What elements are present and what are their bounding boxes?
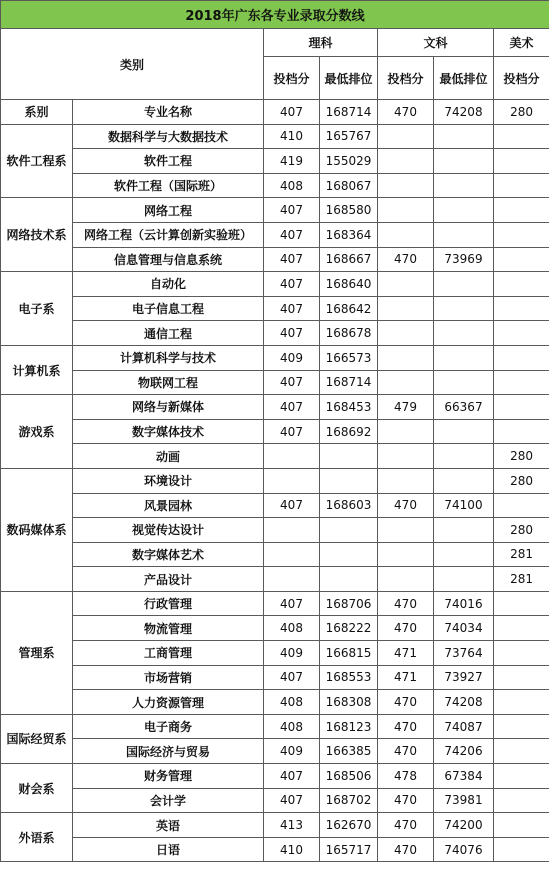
table-row [1, 714, 549, 739]
science-rank-cell [320, 444, 378, 469]
science-rank-cell: 168308 [320, 690, 378, 715]
dept-cell: 计算机系 [1, 345, 73, 394]
major-cell: 数据科学与大数据技术 [73, 124, 264, 149]
science-rank-cell [320, 518, 378, 543]
label-row [1, 100, 549, 125]
science-rank-cell [320, 542, 378, 567]
liberal-score-cell: 470 [378, 616, 434, 641]
title-row [1, 1, 549, 29]
art-score-cell [494, 173, 549, 198]
liberal-score-cell [378, 518, 434, 543]
table-row [1, 764, 549, 789]
science-rank-cell: 155029 [320, 149, 378, 174]
art-score-cell [494, 296, 549, 321]
science-score-cell: 408 [264, 616, 320, 641]
science-score-cell: 408 [264, 714, 320, 739]
science-rank-cell: 166815 [320, 641, 378, 666]
art-score-cell [494, 272, 549, 297]
table-row [1, 345, 549, 370]
dept-cell: 游戏系 [1, 395, 73, 469]
science-rank-cell: 168692 [320, 419, 378, 444]
art-score-cell [494, 690, 549, 715]
major-cell: 日语 [73, 837, 264, 862]
table-row [1, 173, 549, 198]
major-cell: 数字媒体技术 [73, 419, 264, 444]
science-score-cell: 419 [264, 149, 320, 174]
art-score-cell [494, 419, 549, 444]
science-score-cell: 407 [264, 665, 320, 690]
table-row [1, 149, 549, 174]
liberal-score-cell [378, 222, 434, 247]
liberal-score-cell [378, 149, 434, 174]
major-cell: 市场营销 [73, 665, 264, 690]
liberal-score-cell [378, 321, 434, 346]
science-rank-cell: 168553 [320, 665, 378, 690]
science-score-cell [264, 567, 320, 592]
liberal-rank-cell: 74016 [434, 591, 494, 616]
header-liberal-rank: 最低排位 [434, 57, 494, 100]
liberal-rank-cell: 74206 [434, 739, 494, 764]
science-score-cell: 407 [264, 493, 320, 518]
header-art-score: 投档分 [494, 57, 549, 100]
major-cell: 电子商务 [73, 714, 264, 739]
science-rank-cell: 168706 [320, 591, 378, 616]
major-cell: 工商管理 [73, 641, 264, 666]
major-cell: 电子信息工程 [73, 296, 264, 321]
science-rank-cell: 168642 [320, 296, 378, 321]
science-score-cell: 409 [264, 739, 320, 764]
art-score-cell [494, 665, 549, 690]
table-row [1, 247, 549, 272]
table-row [1, 542, 549, 567]
science-rank-cell: 168714 [320, 370, 378, 395]
major-cell: 计算机科学与技术 [73, 345, 264, 370]
major-cell: 国际经济与贸易 [73, 739, 264, 764]
science-rank-cell: 168678 [320, 321, 378, 346]
science-rank-cell: 168580 [320, 198, 378, 223]
liberal-score-cell: 478 [378, 764, 434, 789]
header-row-1 [1, 29, 549, 57]
table-title: 2018年广东各专业录取分数线 [1, 1, 549, 29]
liberal-rank-cell: 74034 [434, 616, 494, 641]
liberal-rank-cell [434, 321, 494, 346]
art-score-cell [494, 788, 549, 813]
table-row [1, 198, 549, 223]
art-score-cell [494, 222, 549, 247]
label-art-score: 280 [494, 100, 549, 125]
major-cell: 动画 [73, 444, 264, 469]
science-score-cell: 408 [264, 173, 320, 198]
liberal-score-cell [378, 468, 434, 493]
table-row [1, 567, 549, 592]
dept-cell: 财会系 [1, 764, 73, 813]
table-row [1, 124, 549, 149]
table-row [1, 493, 549, 518]
header-liberal: 文科 [378, 29, 494, 57]
science-score-cell: 413 [264, 813, 320, 838]
art-score-cell [494, 714, 549, 739]
science-score-cell: 407 [264, 764, 320, 789]
liberal-score-cell [378, 173, 434, 198]
science-rank-cell: 166385 [320, 739, 378, 764]
dept-cell: 网络技术系 [1, 198, 73, 272]
science-score-cell [264, 444, 320, 469]
liberal-rank-cell [434, 567, 494, 592]
art-score-cell [494, 837, 549, 862]
science-rank-cell: 168123 [320, 714, 378, 739]
label-science-score: 407 [264, 100, 320, 125]
dept-cell: 软件工程系 [1, 124, 73, 198]
table-row [1, 641, 549, 666]
art-score-cell [494, 321, 549, 346]
art-score-cell [494, 641, 549, 666]
liberal-score-cell: 470 [378, 837, 434, 862]
liberal-score-cell: 470 [378, 690, 434, 715]
major-cell: 自动化 [73, 272, 264, 297]
label-liberal-score: 470 [378, 100, 434, 125]
liberal-score-cell: 470 [378, 591, 434, 616]
science-score-cell: 409 [264, 345, 320, 370]
header-category: 类别 [1, 29, 264, 100]
art-score-cell [494, 493, 549, 518]
liberal-score-cell: 471 [378, 641, 434, 666]
dept-cell: 国际经贸系 [1, 714, 73, 763]
art-score-cell [494, 370, 549, 395]
liberal-rank-cell [434, 542, 494, 567]
label-major: 专业名称 [73, 100, 264, 125]
liberal-score-cell [378, 124, 434, 149]
art-score-cell [494, 739, 549, 764]
liberal-rank-cell: 73981 [434, 788, 494, 813]
table-row [1, 272, 549, 297]
table-row [1, 591, 549, 616]
science-rank-cell: 162670 [320, 813, 378, 838]
science-score-cell [264, 468, 320, 493]
liberal-rank-cell: 74076 [434, 837, 494, 862]
table-row [1, 395, 549, 420]
science-rank-cell: 168453 [320, 395, 378, 420]
liberal-rank-cell [434, 370, 494, 395]
science-score-cell: 409 [264, 641, 320, 666]
major-cell: 网络工程（云计算创新实验班） [73, 222, 264, 247]
science-rank-cell: 168603 [320, 493, 378, 518]
science-score-cell: 407 [264, 222, 320, 247]
liberal-score-cell [378, 567, 434, 592]
science-rank-cell: 165717 [320, 837, 378, 862]
table-row [1, 468, 549, 493]
science-score-cell [264, 542, 320, 567]
liberal-rank-cell: 74087 [434, 714, 494, 739]
science-score-cell: 407 [264, 788, 320, 813]
liberal-rank-cell [434, 124, 494, 149]
liberal-rank-cell: 66367 [434, 395, 494, 420]
label-dept: 系别 [1, 100, 73, 125]
major-cell: 会计学 [73, 788, 264, 813]
header-science-score: 投档分 [264, 57, 320, 100]
major-cell: 人力资源管理 [73, 690, 264, 715]
art-score-cell [494, 395, 549, 420]
table-row [1, 690, 549, 715]
liberal-score-cell [378, 444, 434, 469]
science-rank-cell: 168222 [320, 616, 378, 641]
table-row [1, 739, 549, 764]
science-score-cell: 408 [264, 690, 320, 715]
liberal-rank-cell: 67384 [434, 764, 494, 789]
liberal-rank-cell [434, 296, 494, 321]
dept-cell: 外语系 [1, 813, 73, 862]
table-row [1, 518, 549, 543]
major-cell: 风景园林 [73, 493, 264, 518]
liberal-score-cell: 471 [378, 665, 434, 690]
science-score-cell: 407 [264, 591, 320, 616]
table-row [1, 616, 549, 641]
science-rank-cell: 168364 [320, 222, 378, 247]
liberal-rank-cell: 74208 [434, 690, 494, 715]
art-score-cell [494, 813, 549, 838]
liberal-rank-cell [434, 518, 494, 543]
liberal-rank-cell [434, 173, 494, 198]
major-cell: 网络与新媒体 [73, 395, 264, 420]
table-row [1, 665, 549, 690]
table-row [1, 419, 549, 444]
art-score-cell [494, 591, 549, 616]
liberal-rank-cell: 74100 [434, 493, 494, 518]
science-rank-cell: 168506 [320, 764, 378, 789]
science-score-cell: 407 [264, 247, 320, 272]
science-rank-cell: 168067 [320, 173, 378, 198]
major-cell: 网络工程 [73, 198, 264, 223]
science-rank-cell [320, 468, 378, 493]
science-score-cell: 407 [264, 272, 320, 297]
art-score-cell [494, 247, 549, 272]
dept-cell: 管理系 [1, 591, 73, 714]
liberal-score-cell [378, 370, 434, 395]
liberal-score-cell: 479 [378, 395, 434, 420]
art-score-cell [494, 764, 549, 789]
science-score-cell [264, 518, 320, 543]
header-art: 美术 [494, 29, 549, 57]
art-score-cell: 281 [494, 542, 549, 567]
major-cell: 软件工程 [73, 149, 264, 174]
art-score-cell: 280 [494, 444, 549, 469]
table-row [1, 788, 549, 813]
science-score-cell: 407 [264, 419, 320, 444]
table-row [1, 321, 549, 346]
liberal-score-cell: 470 [378, 247, 434, 272]
dept-cell: 电子系 [1, 272, 73, 346]
liberal-rank-cell [434, 419, 494, 444]
science-score-cell: 410 [264, 837, 320, 862]
science-rank-cell: 168702 [320, 788, 378, 813]
table-row [1, 837, 549, 862]
liberal-score-cell [378, 345, 434, 370]
major-cell: 英语 [73, 813, 264, 838]
liberal-score-cell [378, 296, 434, 321]
art-score-cell [494, 616, 549, 641]
art-score-cell [494, 149, 549, 174]
science-score-cell: 410 [264, 124, 320, 149]
science-rank-cell: 168640 [320, 272, 378, 297]
major-cell: 物联网工程 [73, 370, 264, 395]
major-cell: 通信工程 [73, 321, 264, 346]
science-rank-cell: 165767 [320, 124, 378, 149]
table-row [1, 813, 549, 838]
major-cell: 财务管理 [73, 764, 264, 789]
major-cell: 行政管理 [73, 591, 264, 616]
header-liberal-score: 投档分 [378, 57, 434, 100]
table-row [1, 444, 549, 469]
major-cell: 数字媒体艺术 [73, 542, 264, 567]
liberal-score-cell [378, 272, 434, 297]
liberal-rank-cell: 73764 [434, 641, 494, 666]
header-science: 理科 [264, 29, 378, 57]
science-score-cell: 407 [264, 370, 320, 395]
science-score-cell: 407 [264, 321, 320, 346]
label-liberal-rank: 74208 [434, 100, 494, 125]
liberal-rank-cell: 73969 [434, 247, 494, 272]
science-score-cell: 407 [264, 296, 320, 321]
major-cell: 环境设计 [73, 468, 264, 493]
major-cell: 物流管理 [73, 616, 264, 641]
liberal-score-cell: 470 [378, 714, 434, 739]
liberal-rank-cell [434, 149, 494, 174]
science-score-cell: 407 [264, 198, 320, 223]
science-rank-cell: 168667 [320, 247, 378, 272]
liberal-rank-cell [434, 272, 494, 297]
art-score-cell [494, 198, 549, 223]
liberal-rank-cell [434, 444, 494, 469]
art-score-cell: 280 [494, 468, 549, 493]
major-cell: 信息管理与信息系统 [73, 247, 264, 272]
major-cell: 视觉传达设计 [73, 518, 264, 543]
liberal-score-cell: 470 [378, 813, 434, 838]
liberal-rank-cell [434, 468, 494, 493]
liberal-score-cell [378, 198, 434, 223]
label-science-rank: 168714 [320, 100, 378, 125]
table-row [1, 296, 549, 321]
liberal-score-cell: 470 [378, 788, 434, 813]
major-cell: 产品设计 [73, 567, 264, 592]
liberal-rank-cell: 73927 [434, 665, 494, 690]
art-score-cell [494, 124, 549, 149]
science-rank-cell [320, 567, 378, 592]
liberal-rank-cell [434, 345, 494, 370]
liberal-score-cell [378, 542, 434, 567]
science-score-cell: 407 [264, 395, 320, 420]
dept-cell: 数码媒体系 [1, 468, 73, 591]
liberal-score-cell: 470 [378, 493, 434, 518]
art-score-cell: 280 [494, 518, 549, 543]
liberal-score-cell: 470 [378, 739, 434, 764]
liberal-rank-cell: 74200 [434, 813, 494, 838]
major-cell: 软件工程（国际班） [73, 173, 264, 198]
table-row [1, 370, 549, 395]
liberal-rank-cell [434, 222, 494, 247]
liberal-score-cell [378, 419, 434, 444]
science-rank-cell: 166573 [320, 345, 378, 370]
art-score-cell: 281 [494, 567, 549, 592]
table-row [1, 222, 549, 247]
header-science-rank: 最低排位 [320, 57, 378, 100]
art-score-cell [494, 345, 549, 370]
liberal-rank-cell [434, 198, 494, 223]
